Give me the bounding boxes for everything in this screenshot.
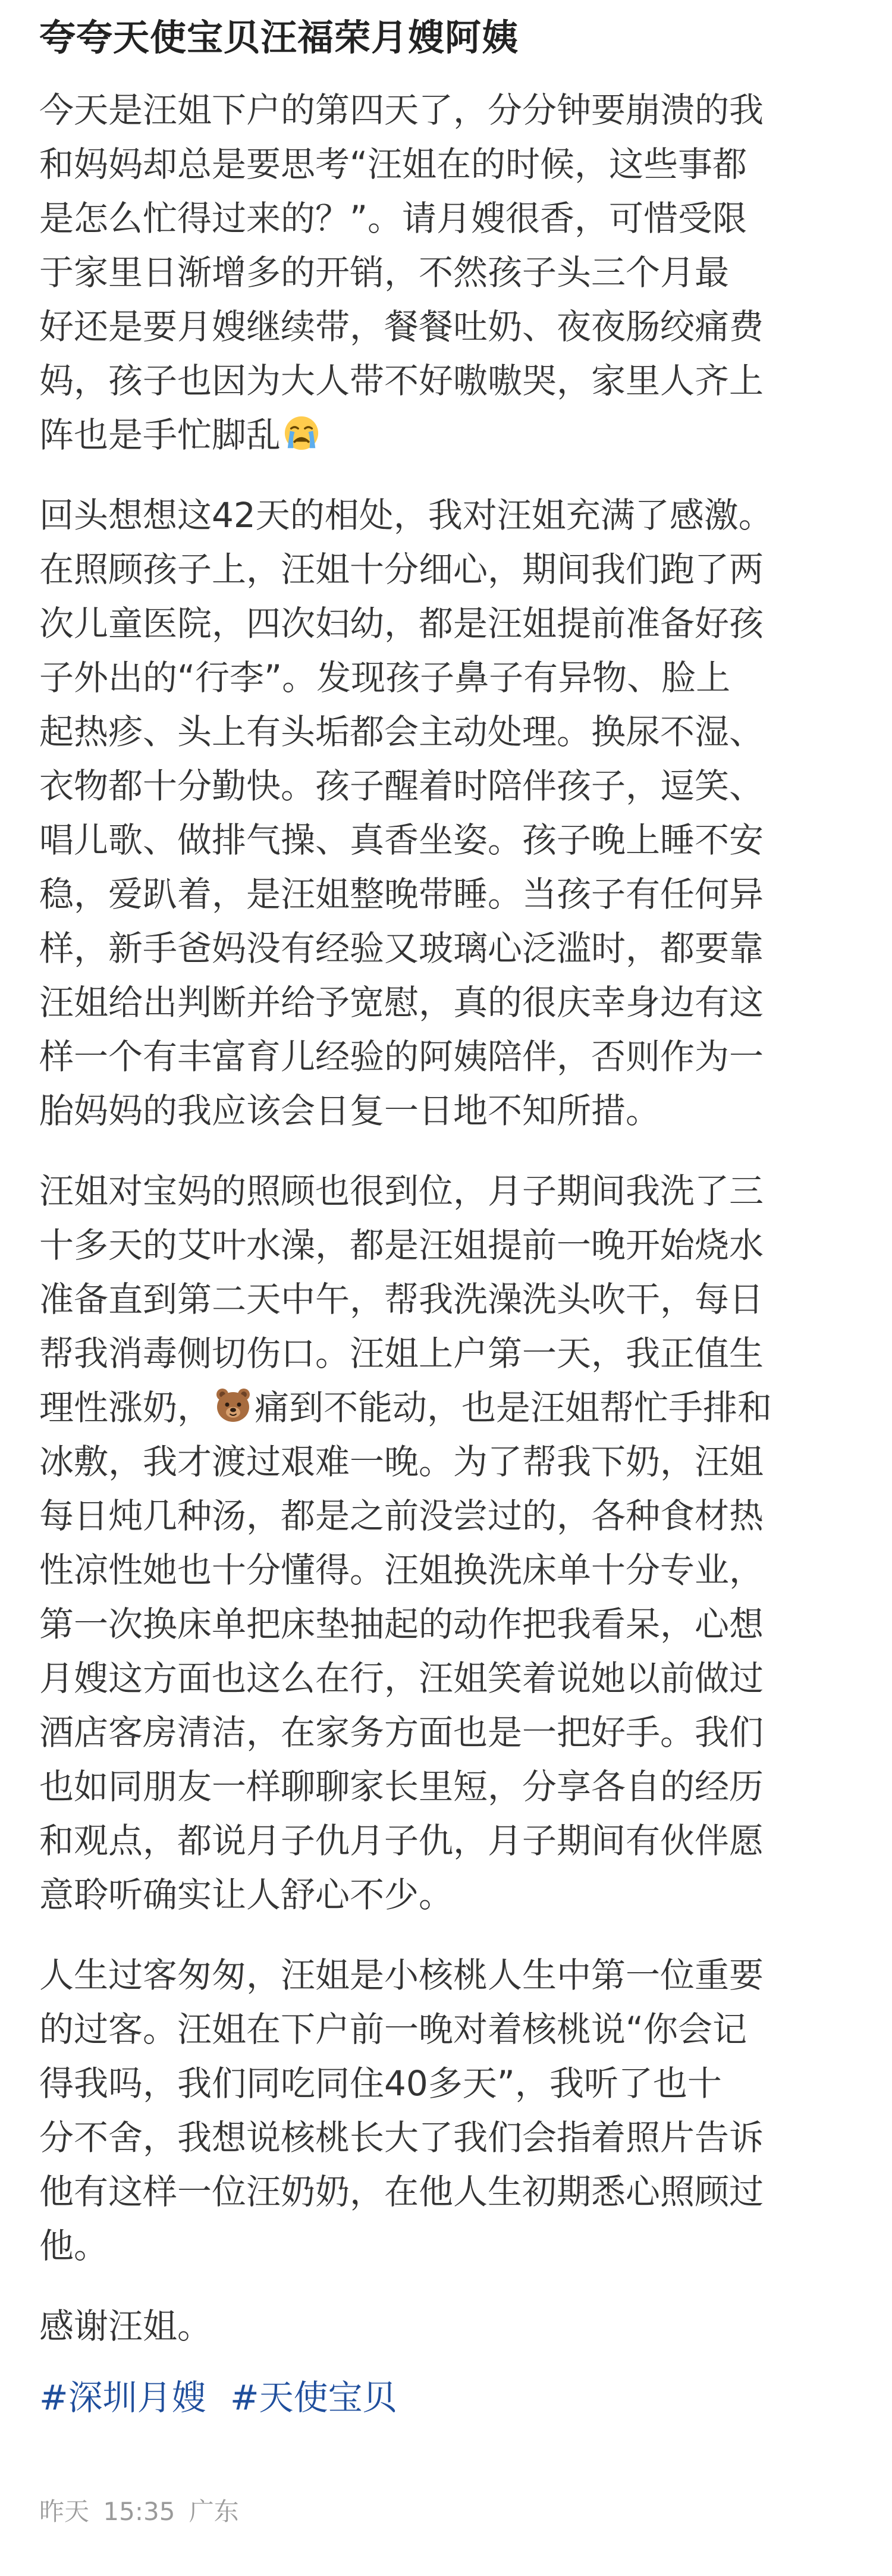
text-line: 唱儿歌、做排气操、真香坐姿。孩子晚上睡不安 xyxy=(39,820,764,860)
post-time: 15:35 xyxy=(103,2497,175,2526)
text-line: 衣物都十分勤快。孩子醒着时陪伴孩子，逗笑、 xyxy=(39,766,764,806)
text-line: 今天是汪姐下户的第四天了，分分钟要崩溃的我 xyxy=(39,90,764,130)
text-line: 的过客。汪姐在下户前一晚对着核桃说“你会记 xyxy=(39,2009,747,2049)
text-line: 和观点，都说月子仇月子仇，月子期间有伙伴愿 xyxy=(39,1820,764,1861)
text-line: 于家里日渐增多的开销，不然孩子头三个月最 xyxy=(39,252,730,293)
post-meta xyxy=(39,2494,245,2530)
text-line: 样一个有丰富育儿经验的阿姨陪伴，否则作为一 xyxy=(39,1036,764,1077)
text-line: 酒店客房清洁，在家务方面也是一把好手。我们 xyxy=(39,1712,764,1753)
text-line: 他有这样一位汪奶奶，在他人生初期悉心照顾过 xyxy=(39,2171,764,2212)
text-line: 和妈妈却总是要思考“汪姐在的时候，这些事都 xyxy=(39,144,747,184)
text-line: 也如同朋友一样聊聊家长里短，分享各自的经历 xyxy=(39,1766,764,1807)
text-line-with-emoji xyxy=(39,1381,858,1435)
text-line: 汪姐对宝妈的照顾也很到位，月子期间我洗了三 xyxy=(39,1171,764,1211)
bear-face-icon xyxy=(214,1386,252,1424)
text-line: 次儿童医院，四次妇幼，都是汪姐提前准备好孩 xyxy=(39,603,764,644)
paragraph-3 xyxy=(39,1164,858,1922)
post-location: 广东 xyxy=(189,2497,239,2526)
text-line: 回头想想这42天的相处，我对汪姐充满了感激。 xyxy=(39,495,773,535)
text-line: 分不舍，我想说核桃长大了我们会指着照片告诉 xyxy=(39,2117,764,2158)
crying-face-icon xyxy=(283,415,320,452)
text-line: 冰敷，我才渡过艰难一晚。为了帮我下奶，汪姐 xyxy=(39,1441,764,1482)
text-line: 帮我消毒侧切伤口。汪姐上户第一天，我正值生 xyxy=(39,1333,764,1374)
text-line: 感谢汪姐。 xyxy=(39,2306,212,2346)
text-line: 样，新手爸妈没有经验又玻璃心泛滥时，都要靠 xyxy=(39,928,764,969)
paragraph-2 xyxy=(39,488,858,1138)
post-title: 夸夸天使宝贝汪福荣月嫂阿姨 xyxy=(39,17,519,59)
text-line-with-emoji xyxy=(39,408,858,462)
paragraph-1 xyxy=(39,83,858,462)
text-line: 是怎么忙得过来的？”。请月嫂很香，可惜受限 xyxy=(39,198,747,239)
text-line: 在照顾孩子上，汪姐十分细心，期间我们跑了两 xyxy=(39,549,764,590)
text-line: 人生过客匆匆，汪姐是小核桃人生中第一位重要 xyxy=(39,1955,764,1995)
paragraph-5 xyxy=(39,2299,858,2354)
text-line: 胎妈妈的我应该会日复一日地不知所措。 xyxy=(39,1090,661,1131)
text-line: 起热疹、头上有头垢都会主动处理。换尿不湿、 xyxy=(39,712,764,752)
text-line: 性凉性她也十分懂得。汪姐换洗床单十分专业， xyxy=(39,1550,764,1590)
text-line: 稳，爱趴着，是汪姐整晚带睡。当孩子有任何异 xyxy=(39,874,764,914)
text-line: 十多天的艾叶水澡，都是汪姐提前一晚开始烧水 xyxy=(39,1225,764,1265)
post-date: 昨天 xyxy=(39,2497,90,2526)
text-line: 他。 xyxy=(39,2226,109,2266)
text-line: 阵也是手忙脚乱 xyxy=(39,415,281,455)
text-line: 准备直到第二天中午，帮我洗澡洗头吹干，每日 xyxy=(39,1279,764,1320)
text-line: 汪姐给出判断并给予宽慰，真的很庆幸身边有这 xyxy=(39,982,764,1023)
text-line: 子外出的“行李”。发现孩子鼻子有异物、脸上 xyxy=(39,657,731,698)
hashtag-shenzhen-yuesao[interactable]: #深圳月嫂 xyxy=(39,2377,206,2418)
text-line: 好还是要月嫂继续带，餐餐吐奶、夜夜肠绞痛费 xyxy=(39,306,764,347)
text-line: 每日炖几种汤，都是之前没尝过的，各种食材热 xyxy=(39,1496,764,1536)
hashtag-row xyxy=(39,2371,410,2424)
text-line: 妈，孩子也因为大人带不好嗷嗷哭，家里人齐上 xyxy=(39,361,764,401)
text-line: 痛到不能动，也是汪姐帮忙手排和 xyxy=(255,1387,772,1428)
text-line: 第一次换床单把床垫抽起的动作把我看呆，心想 xyxy=(39,1604,764,1644)
text-line: 月嫂这方面也这么在行，汪姐笑着说她以前做过 xyxy=(39,1658,764,1698)
text-line: 得我吗，我们同吃同住40多天”，我听了也十 xyxy=(39,2063,722,2104)
text-line: 意聆听确实让人舒心不少。 xyxy=(39,1875,454,1915)
paragraph-4 xyxy=(39,1948,858,2273)
text-line: 理性涨奶， xyxy=(39,1387,212,1428)
post-body xyxy=(39,83,858,2380)
hashtag-tianshi-baobei[interactable]: #天使宝贝 xyxy=(230,2377,397,2418)
